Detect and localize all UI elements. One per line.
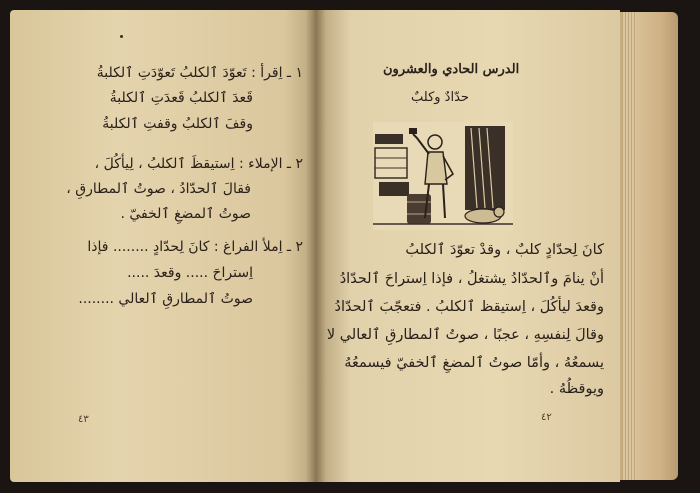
exercise-read-line-2: قَعدَ ٱلكلبُ قَعدَتِ ٱلكلبةُ <box>109 90 253 106</box>
exercise-fill-line-3: صوتُ ٱلمطارقِ ٱلعالي ........ <box>78 291 253 307</box>
page-number-right: ٤٢ <box>541 412 552 423</box>
story-line-4: وقالَ لِنفسِهِ ، عجبًا ، صوتُ ٱلمطارقِ ٱلعالي لا <box>326 327 604 343</box>
page-number-left: ٤٣ <box>78 414 89 425</box>
story-line-6: ويوقظُهُ . <box>549 381 604 397</box>
right-page <box>315 10 620 482</box>
exercise-dictation-line-3: صوتُ ٱلمضغِ ٱلخفيّ . <box>120 206 251 222</box>
exercise-dictation-line-2: فقالَ ٱلحدّادُ ، صوتُ ٱلمطارقِ ، <box>66 181 251 197</box>
exercise-read-line-3: وقفَ ٱلكلبُ وقفتِ ٱلكلبةُ <box>102 116 253 132</box>
exercise-fill-line-1: ٢ ـ اِملأ الفراغ : كانَ لِحدّادٍ ........ فإذا <box>87 239 303 255</box>
left-page <box>10 10 315 482</box>
lesson-title: الدرس الحادي والعشرون <box>383 62 520 77</box>
story-line-5: يسمعُهُ ، وأمّا صوتُ ٱلمضغِ ٱلخفيّ فيسمعُهُ <box>344 355 604 371</box>
page-edge-strip <box>622 12 636 480</box>
exercise-dictation-line-1: ٢ ـ الإملاء : اِستيقظَ ٱلكلبُ ، لِيأكُلَ ، <box>94 156 303 172</box>
exercise-read-line-1: ١ ـ اِقرأ : تَعوّدَ ٱلكلبُ تَعوّدَتِ ٱلكلبةُ <box>96 65 303 81</box>
story-line-3: وقعدَ ليأكُلَ ، اِستيقظ ٱلكلبُ . فتعجّبَ ٱلحدّادُ <box>334 299 604 315</box>
story-line-1: كانَ لِحدّادٍ كلبٌ ، وقدْ تعوّدَ ٱلكلبُ <box>405 242 604 258</box>
blacksmith-and-dog-illustration <box>373 122 513 230</box>
lesson-subtitle: حدّادٌ وكلبٌ <box>411 90 469 105</box>
ink-speck <box>120 35 123 38</box>
exercise-fill-line-2: اِستراحَ ..... وقعدَ ..... <box>127 265 253 281</box>
book-gutter <box>306 10 326 482</box>
story-line-2: أنْ ينامَ وٱلحدّادُ يشتغلُ ، فإذا اِستراحَ ٱلحدّادُ <box>339 271 604 287</box>
